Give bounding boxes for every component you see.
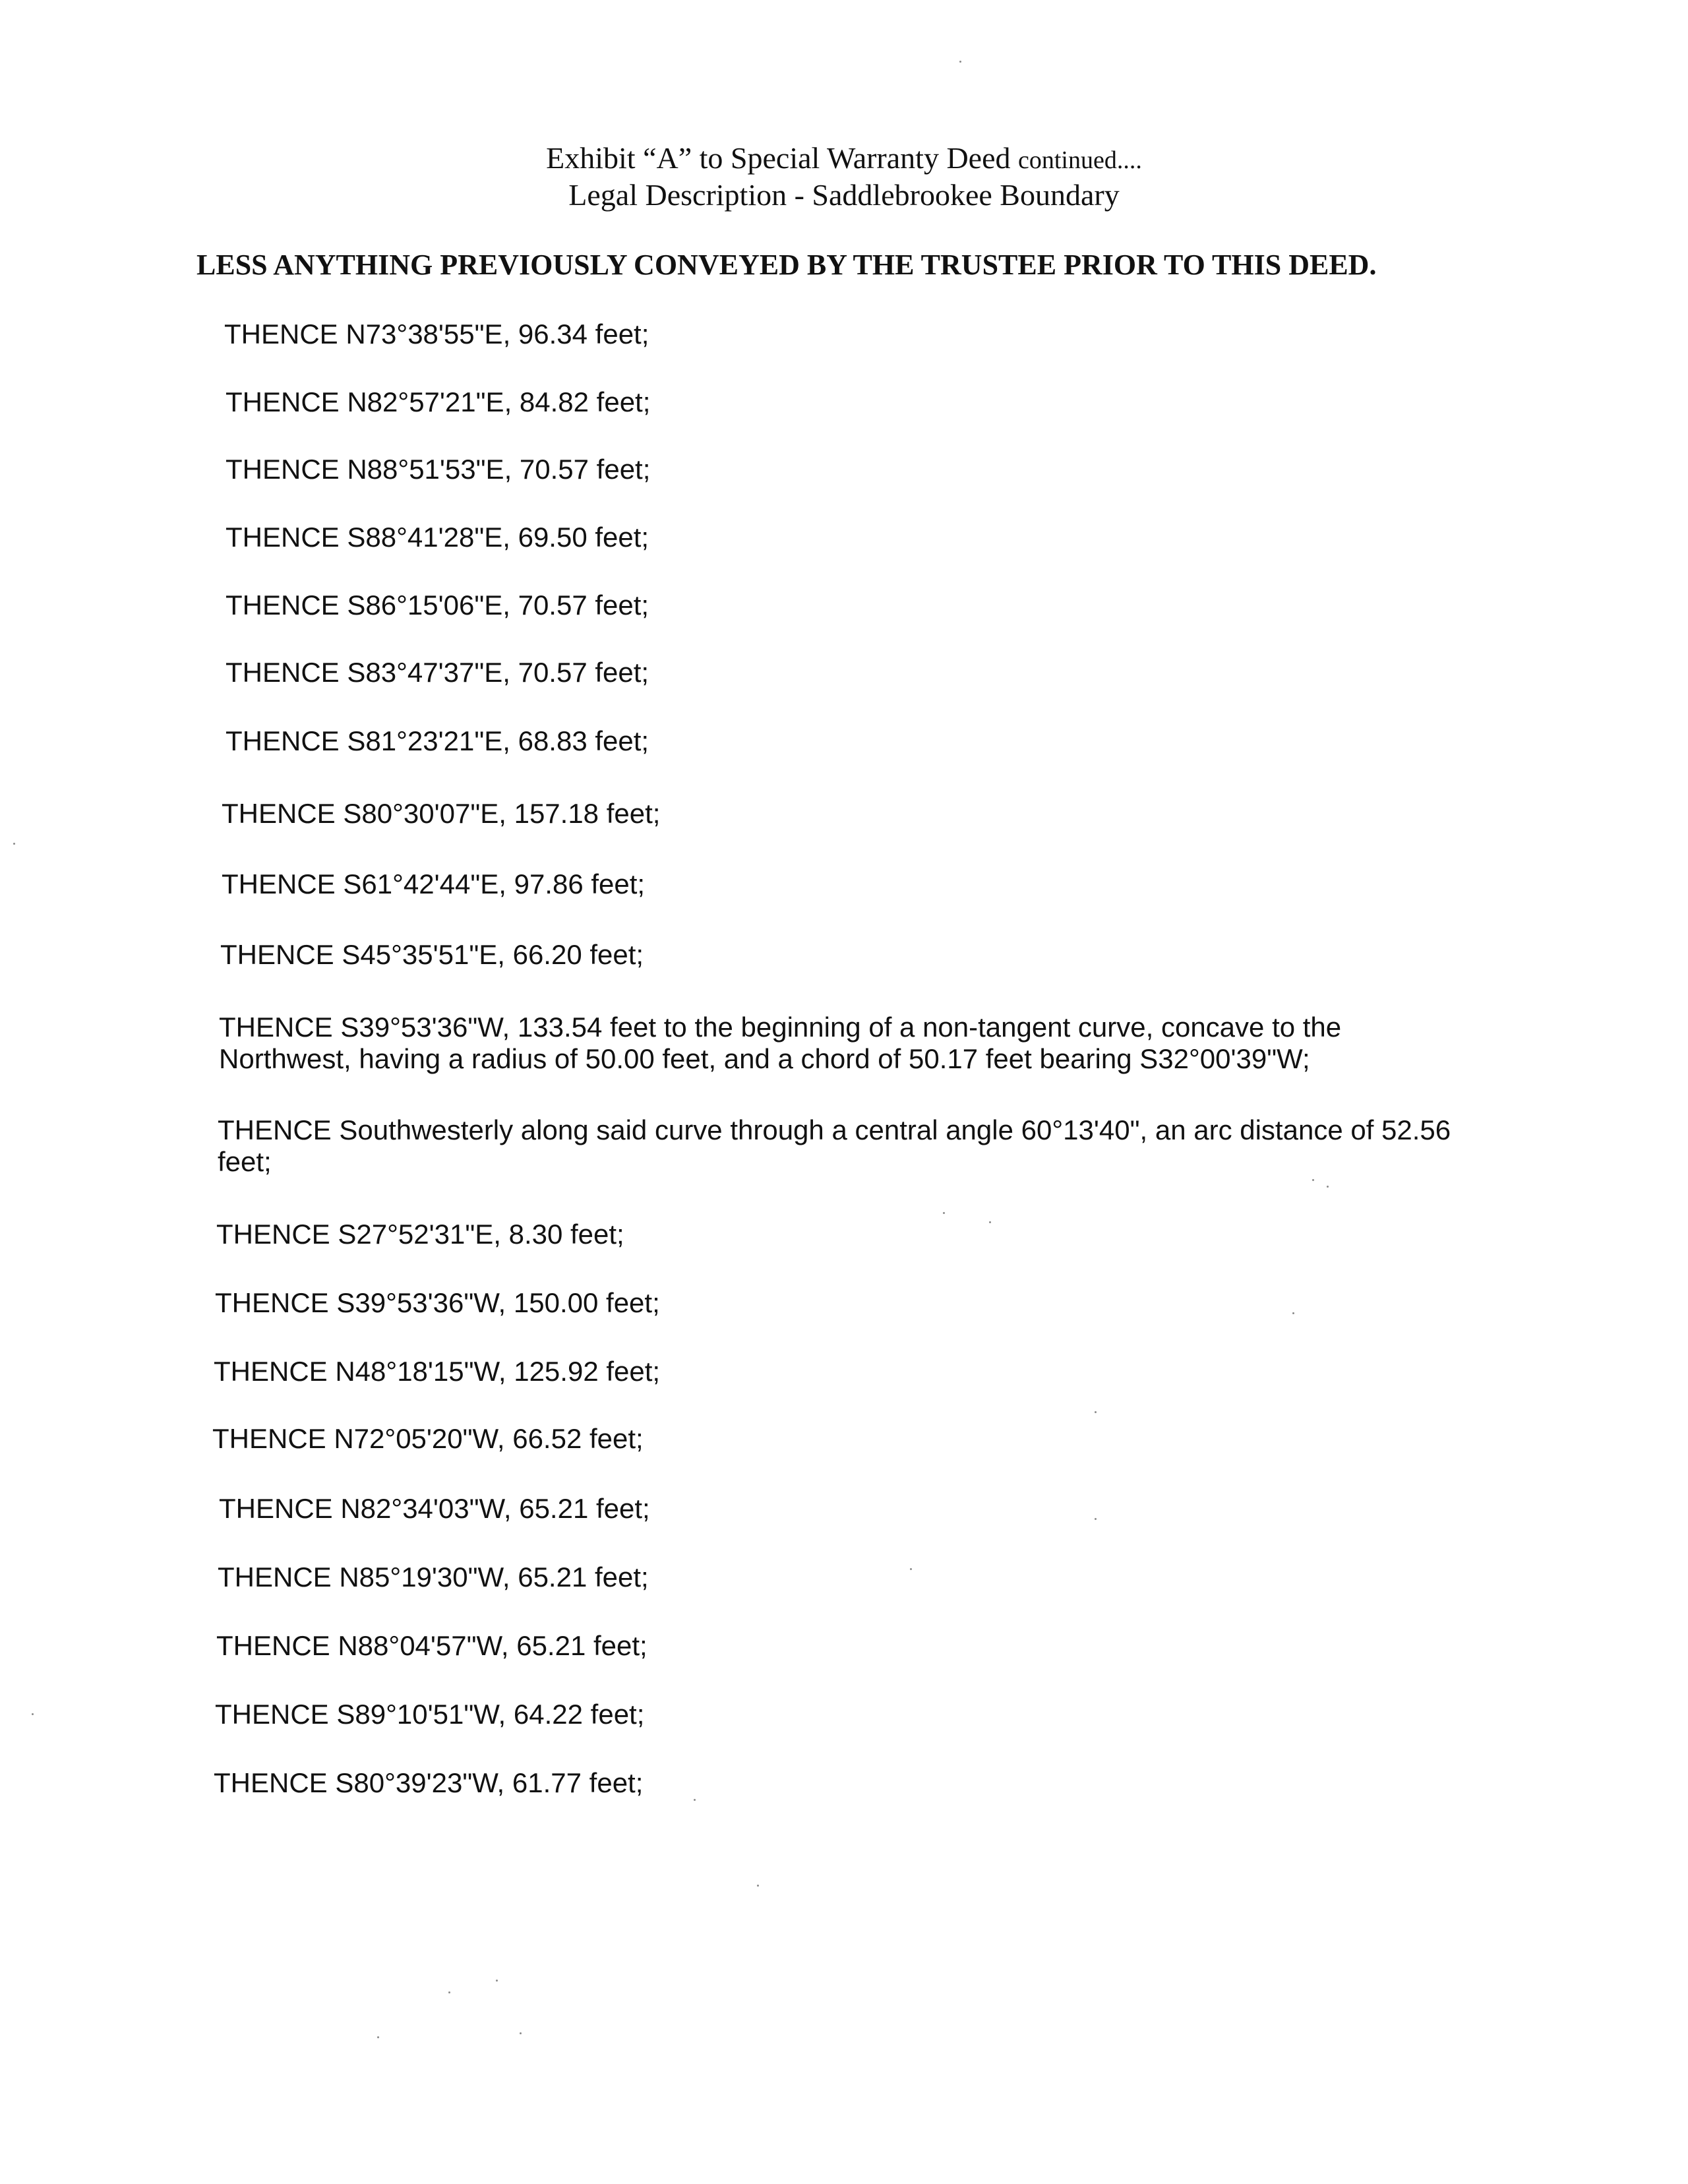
course-line: THENCE S61°42'44"E, 97.86 feet; <box>222 868 646 899</box>
scan-speck <box>1292 1312 1294 1314</box>
course-line: THENCE S27°52'31"E, 8.30 feet; <box>216 1219 624 1250</box>
scan-speck <box>989 1221 991 1223</box>
course-line: THENCE N82°34'03"W, 65.21 feet; <box>219 1493 650 1524</box>
course-line: THENCE N82°57'21"E, 84.82 feet; <box>226 386 651 417</box>
exhibit-title-continued: continued.... <box>1018 146 1142 174</box>
scan-speck <box>757 1885 759 1887</box>
scan-speck <box>1327 1186 1329 1188</box>
course-line: THENCE N72°05'20"W, 66.52 feet; <box>212 1423 644 1454</box>
course-line: THENCE S39°53'36"W, 150.00 feet; <box>215 1287 660 1318</box>
course-line: THENCE N85°19'30"W, 65.21 feet; <box>218 1562 649 1592</box>
scan-speck <box>694 1799 696 1801</box>
course-line: THENCE S88°41'28"E, 69.50 feet; <box>226 522 649 553</box>
legal-description-subtitle: Legal Description - Saddlebrookee Boundary <box>568 178 1120 212</box>
scan-speck <box>910 1568 912 1570</box>
scan-speck <box>1095 1411 1097 1413</box>
course-line: THENCE S45°35'51"E, 66.20 feet; <box>220 939 644 970</box>
course-line: THENCE N88°04'57"W, 65.21 feet; <box>216 1630 648 1661</box>
scan-speck <box>377 2036 379 2038</box>
scan-speck <box>496 1980 498 1982</box>
course-line: THENCE S39°53'36"W, 133.54 feet to the beginning of a non-tangent curve, concave to the Northwest, having a radius of 50.00 feet, and a chord of 50.17 feet bearing S32°00'39"W; <box>219 1012 1342 1074</box>
course-line: THENCE N73°38'55"E, 96.34 feet; <box>224 318 649 349</box>
scan-speck <box>32 1713 34 1715</box>
course-line: THENCE S80°39'23"W, 61.77 feet; <box>214 1767 644 1798</box>
scan-speck <box>13 843 15 845</box>
scan-speck <box>943 1212 945 1214</box>
scan-speck <box>1312 1179 1314 1181</box>
course-line: THENCE Southwesterly along said curve through a central angle 60°13'40", an arc distance of 52.56 feet; <box>218 1114 1451 1177</box>
course-line: THENCE S80°30'07"E, 157.18 feet; <box>222 798 661 829</box>
scan-speck <box>959 61 961 63</box>
course-line: THENCE S81°23'21"E, 68.83 feet; <box>226 725 649 756</box>
course-line: THENCE S83°47'37"E, 70.57 feet; <box>226 657 649 688</box>
course-line: THENCE S86°15'06"E, 70.57 feet; <box>226 590 649 621</box>
course-line: THENCE S89°10'51"W, 64.22 feet; <box>215 1699 645 1730</box>
course-line: THENCE N88°51'53"E, 70.57 feet; <box>226 454 651 485</box>
exhibit-title-main: Exhibit “A” to Special Warranty Deed <box>546 141 1011 175</box>
less-conveyed-statement: LESS ANYTHING PREVIOUSLY CONVEYED BY THE TRUSTEE PRIOR TO THIS DEED. <box>196 249 1377 281</box>
scan-speck <box>448 1991 450 1993</box>
scan-speck <box>1095 1518 1097 1520</box>
course-line: THENCE N48°18'15"W, 125.92 feet; <box>214 1356 661 1387</box>
scan-speck <box>520 2032 522 2034</box>
exhibit-title <box>0 140 1688 179</box>
